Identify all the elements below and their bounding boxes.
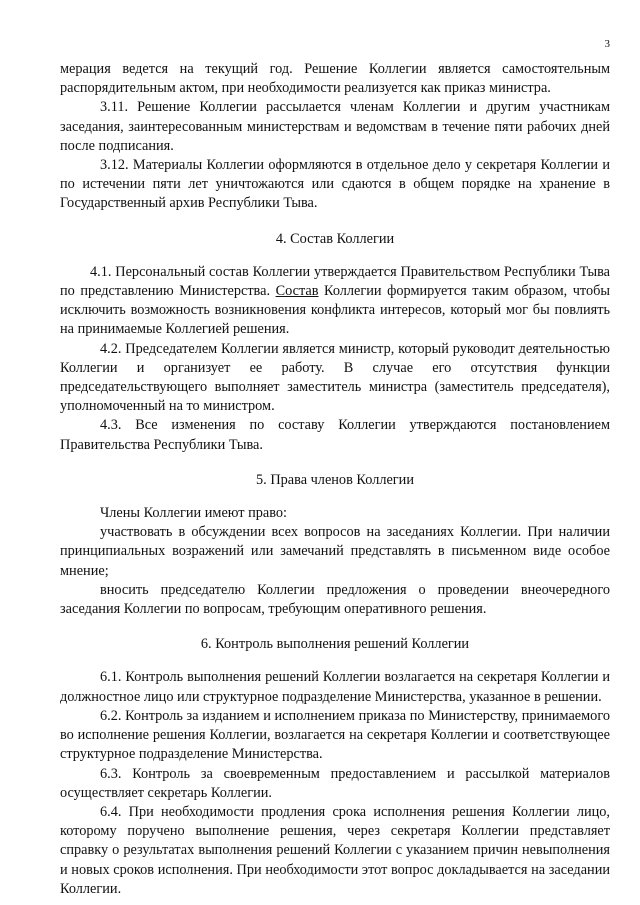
paragraph-6-1: 6.1. Контроль выполнения решений Коллегии возлагается на секретаря Коллегии и должностное лицо или структурное подразделение Министерства, указанное в решении. xyxy=(60,669,610,705)
paragraph-4-1 xyxy=(60,263,610,340)
paragraph-4-1-end: Коллегии формируется таким образом, чтобы исключить возможность возникновения конфликта интересов, который мог бы повлиять на принимаемые Коллегией решения. xyxy=(60,283,610,338)
paragraph-6-2: 6.2. Контроль за изданием и исполнением приказа по Министерству, принимаемого во исполнение решения Коллегии, возлагается на секретаря Коллегии и соответствующее структурное подразделение Министерства. xyxy=(60,707,610,763)
paragraph-5-intro: Члены Коллегии имеют право: xyxy=(100,505,288,522)
paragraph-5-right-a: участвовать в обсуждении всех вопросов на заседаниях Коллегии. При наличии принципиальных возражений или замечаний представлять в письменном виде особое мнение; xyxy=(60,524,610,579)
composition-link[interactable]: Состав xyxy=(275,283,319,300)
paragraph-6-4: 6.4. При необходимости продления срока исполнения решения Коллегии лицо, которому поручено выполнение решения, через секретаря Коллегии представляет справку о результатах выполнения решений Коллегии с указанием причин невыполнения и новых сроков исполнения. При необходимости этот вопрос докладывается на заседании Коллегии. xyxy=(60,803,610,897)
section-4-title: 4. Состав Коллегии xyxy=(275,230,395,247)
paragraph-3-12: 3.12. Материалы Коллегии оформляются в отдельное дело у секретаря Коллегии и по истечении пяти лет уничтожаются или сдаются в общем порядке на хранение в Государственный архив Республики Тыва. xyxy=(60,157,610,212)
section-6-title: 6. Контроль выполнения решений Коллегии xyxy=(200,636,470,653)
paragraph-6-3: 6.3. Контроль за своевременным предоставлением и рассылкой материалов осуществляет секретарь Коллегии. xyxy=(60,765,610,801)
paragraph-intro: мерация ведется на текущий год. Решение Коллегии является самостоятельным распорядительным актом, при необходимости реализуется как приказ министра. xyxy=(60,61,610,97)
section-5-title: 5. Права членов Коллегии xyxy=(256,471,414,488)
document-body xyxy=(60,60,610,899)
paragraph-4-1-start: 4.1. Персональный состав Коллегии утверждается Правительством Республики Тыва по представлению Министерства. xyxy=(60,263,610,300)
paragraph-4-2: 4.2. Председателем Коллегии является министр, который руководит деятельностью Коллегии и организует ее работу. В случае его отсутствия функции председательствующего выполняет заместитель министра (заместитель председателя), уполномоченный на то министром. xyxy=(60,340,610,415)
paragraph-3-11: 3.11. Решение Коллегии рассылается членам Коллегии и другим участникам заседания, заинтересованным министерствам и ведомствам в течение пяти рабочих дней после подписания. xyxy=(60,99,610,154)
paragraph-5-right-b: вносить председателю Коллегии предложения о проведении внеочередного заседания Коллегии по вопросам, требующим оперативного решения. xyxy=(60,581,610,618)
paragraph-4-3: 4.3. Все изменения по составу Коллегии утверждаются постановлением Правительства Республики Тыва. xyxy=(60,417,610,453)
page-number: 3 xyxy=(604,38,610,50)
